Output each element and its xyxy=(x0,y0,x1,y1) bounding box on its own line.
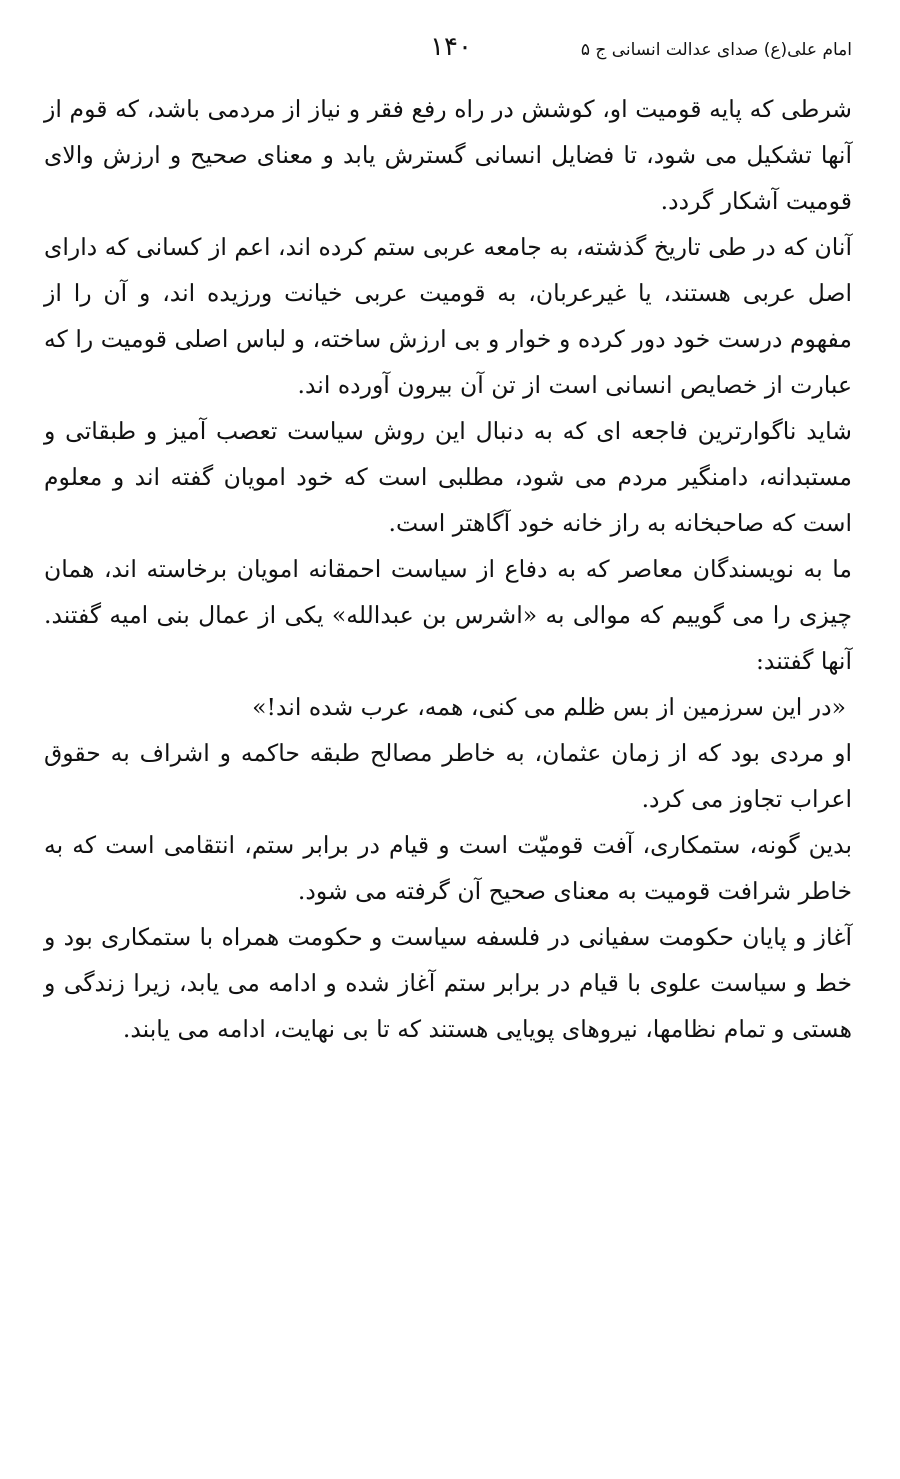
paragraph: آنان که در طی تاریخ گذشته، به جامعه عربی ستم کرده اند، اعم از کسانی که دارای اصل عربی هستند، یا غیرعربان، به قومیت عربی خیانت ورزیده اند، و آن را از مفهوم درست خود دور کرده و خوار و بی ارزش ساخته، و لباس اصلی قومیت را که عبارت از خصایص انسانی است از تن آن بیرون آورده اند. xyxy=(44,233,852,399)
running-title: امام علی(ع) صدای عدالت انسانی ج ۵ xyxy=(580,40,852,60)
paragraph: او مردی بود که از زمان عثمان، به خاطر مصالح طبقه حاکمه و اشراف به حقوق اعراب تجاوز می کرد. xyxy=(44,739,852,813)
paragraph: آغاز و پایان حکومت سفیانی در فلسفه سیاست و حکومت همراه با ستمکاری بود و خط و سیاست علوی با قیام در برابر ستم آغاز شده و ادامه می یابد، زیرا زندگی و هستی و تمام نظامها، نیروهای پویایی هستند که تا بی نهایت، ادامه می یابند. xyxy=(44,923,852,1043)
page-number: ۱۴۰ xyxy=(430,32,472,62)
paragraph: ما به نویسندگان معاصر که به دفاع از سیاست احمقانه امویان برخاسته اند، همان چیزی را می گوییم که موالی به «اشرس بن عبدالله» یکی از عمال بنی امیه گفتند. آنها گفتند: xyxy=(44,555,852,675)
page-header xyxy=(40,30,852,74)
paragraph: شاید ناگوارترین فاجعه ای که به دنبال این روش سیاست تعصب آمیز و طبقاتی و مستبدانه، دامنگیر مردم می شود، مطلبی است که خود امویان گفته اند و معلوم است که صاحبخانه به راز خانه خود آگاهتر است. xyxy=(44,417,852,537)
paragraph: بدین گونه، ستمکاری، آفت قومیّت است و قیام در برابر ستم، انتقامی است که به خاطر شرافت قومیت به معنای صحیح آن گرفته می شود. xyxy=(44,831,852,905)
paragraph: شرطی که پایه قومیت او، کوشش در راه رفع فقر و نیاز از مردمی باشد، که قوم از آنها تشکیل می شود، تا فضایل انسانی گسترش یابد و معنای صحیح و ارزش والای قومیت آشکار گردد. xyxy=(44,95,852,215)
page-body xyxy=(44,86,852,1052)
quotation: «در این سرزمین از بس ظلم می کنی، همه، عرب شده اند!» xyxy=(252,693,846,721)
